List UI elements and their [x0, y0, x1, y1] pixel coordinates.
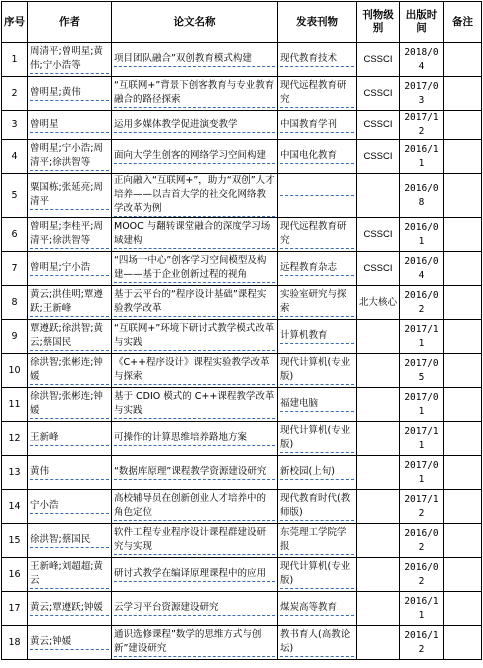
cell-authors: [28, 77, 112, 111]
cell-authors: [28, 354, 112, 388]
header-level: 刊物级别: [357, 2, 400, 43]
cell-date-text: 2016/08: [404, 182, 439, 208]
cell-journal-text: 现代计算机(专业版): [280, 560, 354, 589]
cell-authors: [28, 388, 112, 422]
cell-title: [112, 174, 278, 218]
cell-journal-text: 现代远程教育研究: [280, 79, 354, 108]
cell-journal: [278, 490, 357, 524]
cell-title-text: MOOC 与翻转课堂融合的深度学习场域建构: [114, 220, 275, 249]
cell-title-text: 基于云平台的“程序设计基础”课程实验教学改革: [114, 288, 275, 317]
cell-date: [400, 140, 444, 174]
cell-journal-text: 实验室研究与探索: [280, 288, 354, 317]
cell-journal-text: 计算机教育: [280, 329, 354, 344]
cell-level: [357, 388, 400, 422]
cell-date-text: 2017/11: [404, 425, 439, 451]
cell-title: [112, 626, 278, 660]
cell-level: [357, 626, 400, 660]
table-row: [2, 354, 482, 388]
cell-level-text: CSSCI: [363, 228, 393, 240]
cell-journal-text: 现代远程教育研究: [280, 220, 354, 249]
cell-authors-text: 曾明星;李桂平;周清平;徐洪智等: [30, 220, 109, 249]
cell-authors: [28, 111, 112, 140]
cell-level-text: CSSCI: [363, 119, 393, 130]
cell-title-text: 研讨式教学在编译原理课程中的应用: [114, 567, 275, 582]
cell-title-text: 运用多媒体教学促进演变教学: [114, 118, 275, 133]
cell-title-text: “互联网+”环境下研讨式教学模式改革与实践: [114, 322, 275, 351]
cell-note: [444, 456, 482, 490]
cell-authors-text: 曾明星;黄伟: [30, 86, 109, 101]
cell-journal-text: 新校园(上旬): [280, 465, 354, 480]
cell-authors-text: 覃遵跃;徐洪智;黄云;蔡国民: [30, 322, 109, 351]
cell-title-text: 《C++程序设计》课程实验教学改革与探索: [114, 356, 275, 385]
cell-title: [112, 111, 278, 140]
cell-no-text: 10: [8, 364, 21, 376]
cell-no-text: 1: [11, 53, 18, 65]
cell-note: [444, 558, 482, 592]
cell-authors-text: 徐洪智;蔡国民: [30, 533, 109, 548]
cell-no-text: 15: [8, 534, 21, 546]
table-row: [2, 77, 482, 111]
cell-note: [444, 286, 482, 320]
cell-title: [112, 218, 278, 252]
publication-table: [1, 1, 482, 660]
cell-date: [400, 320, 444, 354]
cell-journal-text: 现代教育技术: [280, 52, 354, 67]
cell-level: [357, 286, 400, 320]
cell-authors-text: 王新峰;刘超超;黄云: [30, 560, 109, 589]
cell-no-text: 4: [11, 150, 18, 162]
cell-date-text: 2017/11: [404, 323, 439, 349]
cell-level-text: CSSCI: [363, 53, 393, 65]
cell-date-text: 2016/01: [404, 221, 439, 247]
cell-date: [400, 218, 444, 252]
cell-authors: [28, 558, 112, 592]
cell-date-text: 2016/11: [404, 595, 439, 621]
table-row: [2, 320, 482, 354]
cell-title: [112, 422, 278, 456]
cell-no-text: 2: [11, 87, 18, 99]
cell-note: [444, 218, 482, 252]
cell-level: [357, 456, 400, 490]
cell-no: [2, 43, 28, 77]
cell-journal: [278, 252, 357, 286]
cell-date-text: 2017/01: [404, 459, 439, 485]
cell-no: [2, 558, 28, 592]
cell-journal-text: 福建电脑: [280, 397, 354, 412]
cell-date-text: 2017/05: [404, 357, 439, 383]
cell-date: [400, 111, 444, 140]
cell-title: [112, 140, 278, 174]
cell-authors-text: 王新峰: [30, 431, 109, 446]
cell-title: [112, 558, 278, 592]
cell-journal-text: 远程教育杂志: [280, 261, 354, 276]
cell-authors: [28, 320, 112, 354]
cell-no: [2, 174, 28, 218]
cell-authors-text: 徐洪智;张彬连;钟媛: [30, 390, 109, 419]
cell-date: [400, 388, 444, 422]
cell-no-text: 16: [8, 568, 21, 580]
table-row: [2, 626, 482, 660]
cell-date: [400, 456, 444, 490]
cell-level: [357, 524, 400, 558]
cell-no: [2, 218, 28, 252]
cell-title: [112, 388, 278, 422]
cell-authors: [28, 140, 112, 174]
cell-journal: [278, 456, 357, 490]
cell-note: [444, 111, 482, 140]
cell-journal-text: 中国教育学刊: [280, 118, 354, 133]
table-row: [2, 111, 482, 140]
cell-date-text: 2017/12: [404, 112, 439, 137]
cell-date-text: 2016/12: [404, 629, 439, 655]
cell-authors-text: 黄伟: [30, 465, 109, 480]
cell-title-text: 面向大学生创客的网络学习空间构建: [114, 149, 275, 164]
header-title: 论文名称: [112, 2, 278, 43]
cell-no-text: 12: [8, 432, 21, 444]
cell-title-text: 项目团队融合”双创教育模式构建: [114, 52, 275, 67]
cell-no: [2, 252, 28, 286]
table-row: [2, 43, 482, 77]
cell-no-text: 7: [11, 262, 18, 274]
cell-authors-text: 曾明星;宁小浩;周清平;徐洪智等: [30, 142, 109, 171]
cell-journal: [278, 626, 357, 660]
cell-note: [444, 43, 482, 77]
header-note: 备注: [444, 2, 482, 43]
table-row: [2, 558, 482, 592]
cell-authors-text: 曾明星;宁小浩: [30, 261, 109, 276]
table-row: [2, 140, 482, 174]
cell-title: [112, 43, 278, 77]
cell-note: [444, 354, 482, 388]
cell-journal-text: 中国电化教育: [280, 149, 354, 164]
cell-journal: [278, 320, 357, 354]
cell-date: [400, 490, 444, 524]
cell-no: [2, 77, 28, 111]
cell-date-text: 2017/03: [404, 80, 439, 106]
cell-journal-text: 现代计算机(专业版): [280, 424, 354, 453]
cell-title-text: 基于 CDIO 模式的 C++课程教学改革与实践: [114, 390, 275, 419]
cell-no-text: 8: [11, 296, 18, 308]
table-row: [2, 174, 482, 218]
cell-date: [400, 422, 444, 456]
cell-title: [112, 524, 278, 558]
cell-authors-text: 粟国栋;张延亮;周清平: [30, 181, 109, 210]
cell-title-text: 可操作的计算思维培养路地方案: [114, 431, 275, 446]
cell-authors-text: 黄云;钟媛: [30, 635, 109, 650]
cell-no: [2, 490, 28, 524]
cell-no: [2, 140, 28, 174]
cell-authors: [28, 43, 112, 77]
cell-level: [357, 43, 400, 77]
cell-title: [112, 592, 278, 626]
cell-date-text: 2016/02: [404, 561, 439, 587]
cell-date: [400, 524, 444, 558]
cell-level: [357, 111, 400, 140]
cell-authors-text: 曾明星: [30, 118, 109, 133]
cell-authors: [28, 174, 112, 218]
cell-level-text: 北大核心: [359, 296, 398, 308]
cell-title-text: “四场一中心”创客学习空间模型及构建——基于企业创新过程的视角: [114, 254, 275, 283]
cell-authors: [28, 218, 112, 252]
header-row: [2, 2, 482, 43]
cell-journal: [278, 524, 357, 558]
cell-level: [357, 422, 400, 456]
cell-date-text: 2018/04: [404, 46, 439, 72]
header-no: 序号: [2, 2, 28, 43]
cell-date-text: 2017/01: [404, 391, 439, 417]
cell-no-text: 18: [8, 636, 21, 648]
cell-note: [444, 140, 482, 174]
cell-date: [400, 354, 444, 388]
cell-level: [357, 490, 400, 524]
table-row: [2, 490, 482, 524]
table-row: [2, 286, 482, 320]
cell-authors: [28, 456, 112, 490]
cell-no: [2, 456, 28, 490]
cell-authors-text: 宁小浩: [30, 499, 109, 514]
table-body: [2, 43, 482, 660]
cell-note: [444, 626, 482, 660]
cell-date-text: 2016/11: [404, 143, 439, 169]
cell-no: [2, 592, 28, 626]
cell-note: [444, 490, 482, 524]
cell-authors: [28, 286, 112, 320]
cell-title: [112, 490, 278, 524]
cell-no-text: 5: [11, 189, 18, 201]
cell-date: [400, 592, 444, 626]
cell-no: [2, 524, 28, 558]
table-row: [2, 592, 482, 626]
cell-journal: [278, 354, 357, 388]
cell-level: [357, 592, 400, 626]
cell-note: [444, 524, 482, 558]
cell-date-text: 2016/04: [404, 255, 439, 281]
cell-title-text: 高校辅导员在创新创业人才培养中的角色定位: [114, 492, 275, 521]
table-row: [2, 218, 482, 252]
cell-authors: [28, 626, 112, 660]
cell-note: [444, 174, 482, 218]
table-row: [2, 422, 482, 456]
cell-journal: [278, 111, 357, 140]
cell-date: [400, 43, 444, 77]
cell-authors-text: 黄云;覃遵跃;钟媛: [30, 601, 109, 616]
cell-note: [444, 422, 482, 456]
cell-no-text: 13: [8, 466, 21, 478]
cell-journal: [278, 43, 357, 77]
cell-journal: [278, 286, 357, 320]
cell-no: [2, 422, 28, 456]
cell-note: [444, 77, 482, 111]
cell-journal: [278, 422, 357, 456]
cell-no: [2, 111, 28, 140]
cell-no-text: 3: [11, 119, 18, 130]
cell-authors-text: 徐洪智;张彬连;钟媛: [30, 356, 109, 385]
cell-no: [2, 320, 28, 354]
table-row: [2, 388, 482, 422]
cell-date: [400, 626, 444, 660]
cell-title-text: 云学习平台资源建设研究: [114, 601, 275, 616]
cell-journal: [278, 388, 357, 422]
cell-journal-text: 现代教育时代(教师版): [280, 492, 354, 521]
cell-level: [357, 77, 400, 111]
cell-journal: [278, 592, 357, 626]
table-row: [2, 252, 482, 286]
cell-authors-text: 周清平;曾明星;黄 伟;宁小浩等: [30, 45, 109, 74]
cell-date: [400, 77, 444, 111]
cell-title-text: 通识选修课程”数学的思维方式与创新”建设研究: [114, 628, 275, 657]
cell-no-text: 17: [8, 602, 21, 614]
cell-title: [112, 354, 278, 388]
cell-no-text: 11: [8, 398, 21, 410]
cell-title: [112, 456, 278, 490]
cell-journal: [278, 218, 357, 252]
cell-date-text: 2016/02: [404, 527, 439, 553]
cell-level: [357, 140, 400, 174]
cell-no: [2, 286, 28, 320]
cell-journal: [278, 77, 357, 111]
header-authors: 作者: [28, 2, 112, 43]
cell-journal: [278, 174, 357, 218]
cell-level: [357, 252, 400, 286]
cell-title-text: 正向融入“互联网+”，助力“双创”人才培养——以吉首大学的社交化网络教学改革为例: [114, 174, 275, 217]
cell-note: [444, 388, 482, 422]
cell-date: [400, 174, 444, 218]
cell-no: [2, 626, 28, 660]
cell-journal-text: [280, 195, 354, 196]
cell-no: [2, 354, 28, 388]
cell-title-text: 软件工程专业程序设计课程群建设研究与实现: [114, 526, 275, 555]
cell-authors: [28, 422, 112, 456]
cell-level: [357, 558, 400, 592]
cell-note: [444, 592, 482, 626]
header-journal: 发表刊物: [278, 2, 357, 43]
cell-level-text: CSSCI: [363, 150, 393, 162]
cell-no-text: 14: [8, 500, 21, 512]
cell-note: [444, 320, 482, 354]
cell-date-text: 2017/12: [404, 493, 439, 519]
cell-date: [400, 558, 444, 592]
cell-no-text: 6: [11, 228, 18, 240]
cell-journal-text: 现代计算机(专业版): [280, 356, 354, 385]
cell-no-text: 9: [11, 330, 18, 342]
cell-title: [112, 252, 278, 286]
cell-authors: [28, 592, 112, 626]
cell-title: [112, 77, 278, 111]
cell-journal-text: 煤炭高等教育: [280, 601, 354, 616]
cell-journal: [278, 558, 357, 592]
cell-journal-text: 东莞理工学院学报: [280, 526, 354, 555]
cell-date: [400, 252, 444, 286]
cell-title-text: “互联网+”背景下创客教育与专业教育融合的路径探索: [114, 79, 275, 108]
cell-journal-text: 教书育人(高教论坛): [280, 628, 354, 657]
cell-level-text: CSSCI: [363, 87, 393, 99]
cell-no: [2, 388, 28, 422]
cell-date: [400, 286, 444, 320]
cell-title: [112, 320, 278, 354]
cell-level: [357, 320, 400, 354]
cell-note: [444, 252, 482, 286]
cell-date-text: 2016/02: [404, 289, 439, 315]
cell-title: [112, 286, 278, 320]
header-date: 出版时间: [400, 2, 444, 43]
table-row: [2, 524, 482, 558]
cell-level: [357, 218, 400, 252]
cell-authors-text: 黄云;洪佳明;覃遵跃;王新峰: [30, 288, 109, 317]
table-row: [2, 456, 482, 490]
cell-title-text: “数据库原理”课程教学资源建设研究: [114, 465, 275, 480]
cell-level-text: CSSCI: [363, 262, 393, 274]
cell-level: [357, 174, 400, 218]
cell-authors: [28, 252, 112, 286]
cell-authors: [28, 524, 112, 558]
cell-journal: [278, 140, 357, 174]
cell-authors: [28, 490, 112, 524]
cell-level: [357, 354, 400, 388]
